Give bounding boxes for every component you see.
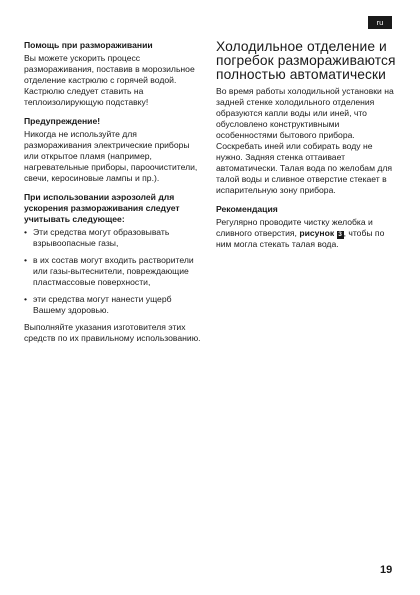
manufacturer-instructions: Выполняйте указания изготовителя этих средств по их правильному использованию. xyxy=(24,322,201,343)
list-item-text: эти средства могут нанести ущерб Вашему здоровью. xyxy=(33,294,172,315)
warning-text: Никогда не используйте для размораживания электрические приборы или открытое пламя (например, нагревательные приборы, пароочистители, свечи, керосиновые лампы и пр.). xyxy=(24,129,198,183)
list-item xyxy=(24,255,204,288)
recommendation-text-part1: Регулярно проводите чистку желобка и сливного отверстия, xyxy=(216,217,373,238)
list-item xyxy=(24,227,204,249)
bullet-icon: • xyxy=(24,227,28,237)
figure-number-badge: 3 xyxy=(338,231,342,238)
bullet-icon: • xyxy=(24,294,28,304)
recommendation-title: Рекомендация xyxy=(216,204,278,214)
defrost-help-text: Вы можете ускорить процесс размораживания, поставив в морозильное отделение кастрюлю с горячей водой. Кастрюлю следует ставить на теплоизолирующую подставку! xyxy=(24,53,195,107)
section-intro-text: Во время работы холодильной установки на задней стенке холодильного отделения образуются капли воды или иней, что обусловлено конструктивными особенностями бытового прибора. Соскребать иней или собирать воду не нужно. Задняя стенка оттаивает автоматически. Талая вода по желобам для талой воды и сливное отверстие стекает в испарительную зону прибора. xyxy=(216,86,394,195)
bullet-icon: • xyxy=(24,255,28,265)
section-title: Холодильное отделение и погребок размораживаются полностью автоматически xyxy=(216,39,396,82)
list-item-text: в их состав могут входить растворители или газы-вытеснители, повреждающие пластмассовые поверхности, xyxy=(33,255,194,287)
recommendation-text xyxy=(216,217,400,250)
warning-title: Предупреждение! xyxy=(24,116,101,126)
list-item xyxy=(24,294,204,316)
page-number: 19 xyxy=(380,564,393,576)
recommendation-text-part2: , чтобы по ним могла стекать талая вода. xyxy=(216,228,385,249)
right-column xyxy=(216,40,400,258)
list-item-text: Эти средства могут образовывать взрывоопасные газы, xyxy=(33,227,170,248)
language-badge: ru xyxy=(368,16,392,29)
defrost-help-title: Помощь при размораживании xyxy=(24,40,153,50)
left-column xyxy=(24,40,204,352)
aerosol-list xyxy=(24,227,204,316)
aerosol-title: При использовании аэрозолей для ускорения размораживания следует учитывать следующее: xyxy=(24,192,180,224)
figure-label: рисунок xyxy=(299,228,335,238)
